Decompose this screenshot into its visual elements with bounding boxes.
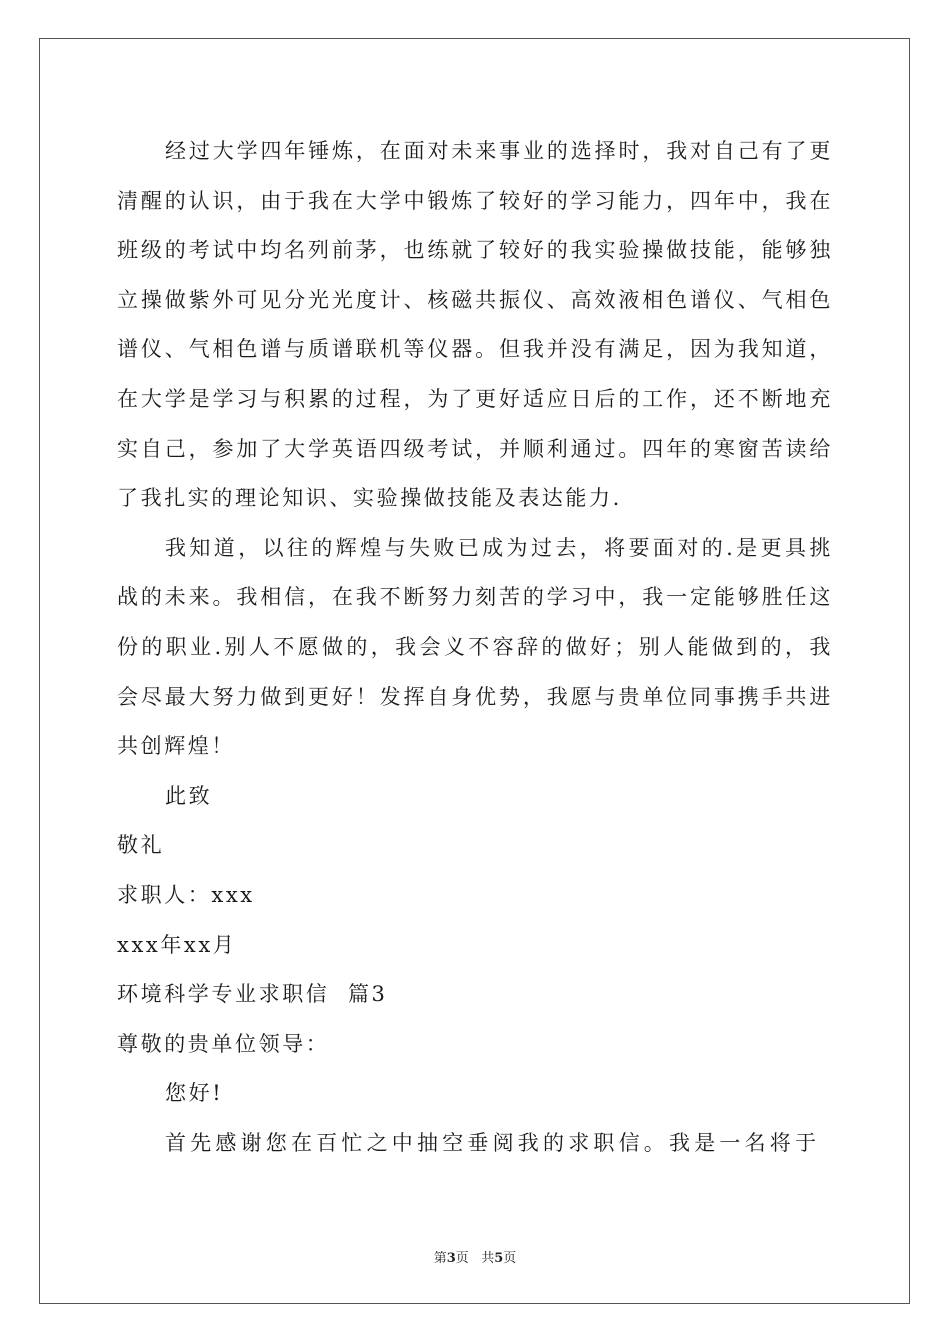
paragraph-education: 经过大学四年锤炼，在面对未来事业的选择时，我对自己有了更清醒的认识，由于我在大学中锻炼了较好的学习能力，四年中，我在班级的考试中均名列前茅，也练就了较好的我实验操做技能，能够独立操做紫外可见分光光度计、核磁共振仪、高效液相色谱仪、气相色谱仪、气相色谱与质谱联机等仪器。但我并没有满足，因为我知道，在大学是学习与积累的过程，为了更好适应日后的工作，还不断地充实自己，参加了大学英语四级考试，并顺利通过。四年的寒窗苦读给了我扎实的理论知识、实验操做技能及表达能力. — [117, 139, 833, 511]
date-line: xxx年xx月 — [117, 932, 237, 957]
paragraph-commitment: 我知道，以往的辉煌与失败已成为过去，将要面对的.是更具挑战的未来。我相信，在我不断努力刻苦的学习中，我一定能够胜任这份的职业.别人不愿做的，我会义不容辞的做好；别人能做到的，我会尽最大努力做到更好！发挥自身优势，我愿与贵单位同事携手共进共创辉煌！ — [117, 535, 833, 759]
page-footer — [0, 1247, 950, 1266]
greeting-line: 您好! — [165, 1081, 224, 1106]
footer-total-pages: 5 — [494, 1251, 504, 1266]
opening-line: 首先感谢您在百忙之中抽空垂阅我的求职信。我是一名将于 — [165, 1130, 821, 1155]
document-body — [117, 127, 833, 1168]
footer-current-page: 3 — [446, 1251, 456, 1266]
closing-cizhi: 此致 — [165, 783, 213, 808]
section-title: 环境科学专业求职信 篇3 — [117, 982, 388, 1007]
footer-suffix: 页 — [503, 1251, 517, 1266]
footer-mid: 页 共 — [455, 1251, 495, 1266]
closing-jingli: 敬礼 — [117, 833, 165, 858]
footer-prefix: 第 — [433, 1251, 447, 1266]
salutation-line: 尊敬的贵单位领导： — [117, 1031, 330, 1056]
signer-line: 求职人：xxx — [117, 882, 255, 907]
